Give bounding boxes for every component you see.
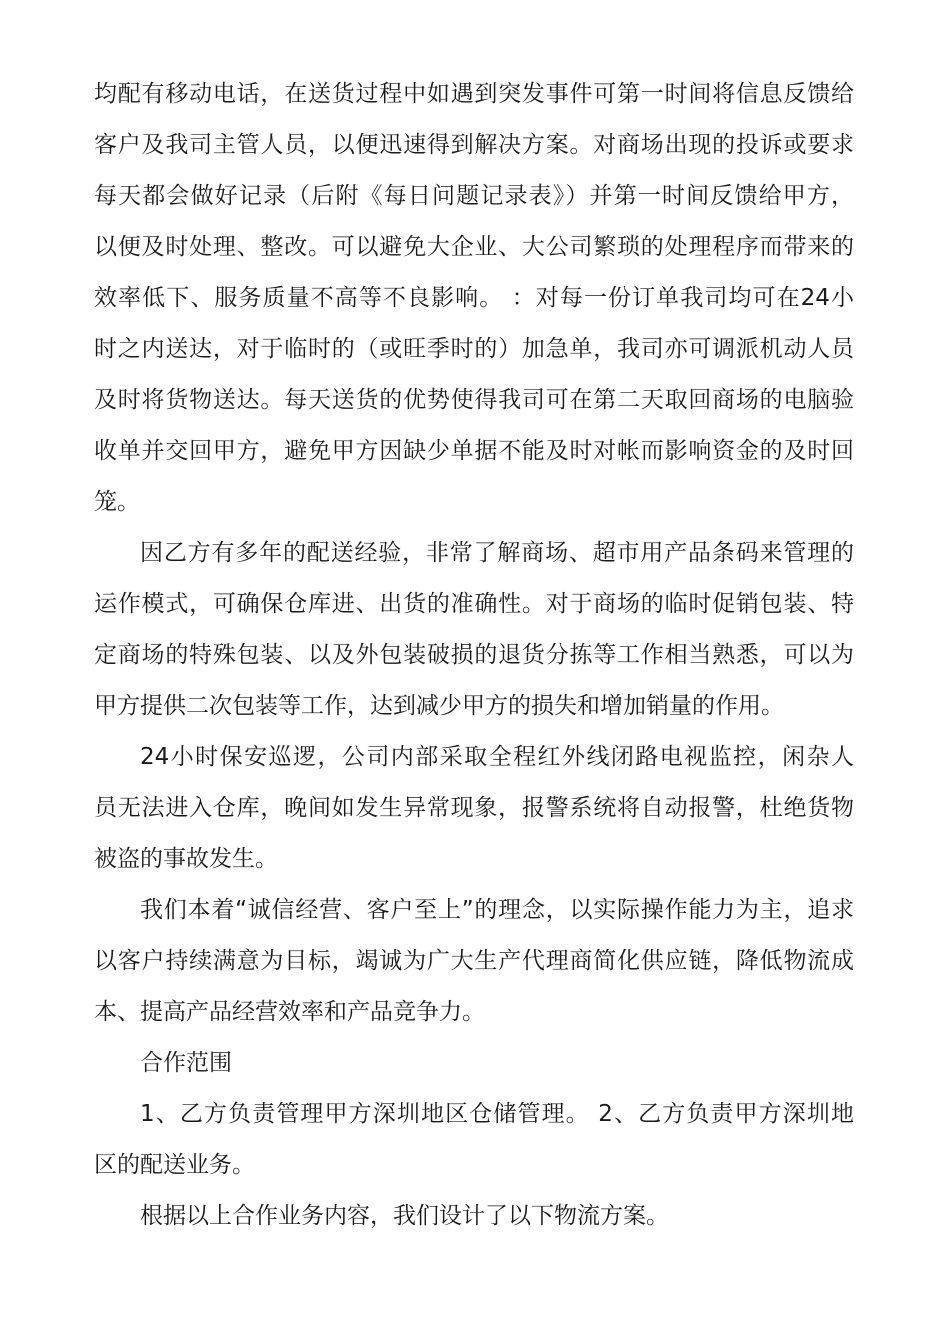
paragraph-line: 客户及我司主管人员，以便迅速得到解决方案。对商场出现的投诉或要求 — [94, 132, 854, 158]
paragraph-line: 被盗的事故发生。 — [94, 846, 278, 872]
paragraph-line: 本、提高产品经营效率和产品竞争力。 — [94, 999, 485, 1025]
paragraph-line: 因乙方有多年的配送经验，非常了解商场、超市用产品条码来管理的 — [140, 540, 854, 566]
paragraph-line: 1、乙方负责管理甲方深圳地区仓储管理。 2、乙方负责甲方深圳地 — [140, 1101, 854, 1127]
paragraph-line: 以客户持续满意为目标，竭诚为广大生产代理商简化供应链，降低物流成 — [94, 948, 854, 974]
paragraph-line: 及时将货物送达。每天送货的优势使得我司可在第二天取回商场的电脑验 — [94, 387, 854, 413]
paragraph-line: 以便及时处理、整改。可以避免大企业、大公司繁琐的处理程序而带来的 — [94, 234, 854, 260]
paragraph-line: 区的配送业务。 — [94, 1152, 255, 1178]
paragraph-line: 每天都会做好记录（后附《每日问题记录表》）并第一时间反馈给甲方， — [94, 183, 854, 209]
paragraph-line: 根据以上合作业务内容，我们设计了以下物流方案。 — [140, 1203, 669, 1229]
paragraph-line: 员无法进入仓库，晚间如发生异常现象，报警系统将自动报警，杜绝货物 — [94, 795, 854, 821]
paragraph-line: 24小时保安巡逻，公司内部采取全程红外线闭路电视监控，闲杂人 — [140, 744, 854, 770]
paragraph-line: 收单并交回甲方，避免甲方因缺少单据不能及时对帐而影响资金的及时回 — [94, 438, 854, 464]
paragraph-line: 甲方提供二次包装等工作，达到减少甲方的损失和增加销量的作用。 — [94, 693, 784, 719]
paragraph-line: 笼。 — [94, 489, 140, 515]
paragraph-line: 时之内送达，对于临时的（或旺季时的）加急单，我司亦可调派机动人员 — [94, 336, 854, 362]
paragraph-line: 我们本着“诚信经营、客户至上”的理念，以实际操作能力为主，追求 — [140, 897, 854, 923]
paragraph-line: 效率低下、服务质量不高等不良影响。 ：对每一份订单我司均可在24小 — [94, 285, 854, 311]
paragraph-line: 运作模式，可确保仓库进、出货的准确性。对于商场的临时促销包装、特 — [94, 591, 854, 617]
section-heading: 合作范围 — [140, 1050, 232, 1076]
paragraph-line: 定商场的特殊包装、以及外包装破损的退货分拣等工作相当熟悉，可以为 — [94, 642, 854, 668]
paragraph-line: 均配有移动电话，在送货过程中如遇到突发事件可第一时间将信息反馈给 — [94, 81, 854, 107]
